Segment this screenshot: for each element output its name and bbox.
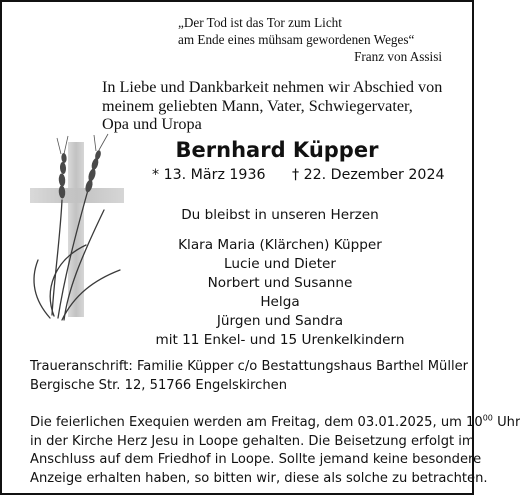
- notice-line: Anschluss auf dem Friedhof in Loope. Sollte jemand keine besondere: [30, 452, 482, 467]
- quote-line: „Der Tod ist das Tor zum Licht: [178, 15, 342, 30]
- mourner-line: Helga: [260, 294, 300, 310]
- mourning-address: [30, 358, 470, 395]
- mourner-line: mit 11 Enkel- und 15 Urenkelkindern: [155, 332, 405, 348]
- intro-line: In Liebe und Dankbarkeit nehmen wir Abschied von: [102, 78, 443, 96]
- deceased-name: Bernhard Küpper: [175, 138, 379, 162]
- funeral-notice: [30, 413, 520, 488]
- birth-date: * 13. März 1936: [152, 167, 266, 183]
- address-line: Bergische Str. 12, 51766 Engelskirchen: [30, 377, 287, 393]
- notice-line: in der Kirche Herz Jesu in Loope gehalten. Die Beisetzung erfolgt im: [30, 433, 475, 449]
- quote-author: Franz von Assisi: [354, 49, 442, 64]
- mourner-line: Jürgen und Sandra: [216, 313, 344, 329]
- mourner-line: Klara Maria (Klärchen) Küpper: [178, 237, 382, 253]
- notice-line: [30, 413, 520, 433]
- address-line: Traueranschrift: Familie Küpper c/o Bestattungshaus Barthel Müller: [30, 359, 469, 374]
- intro-line: Opa und Uropa: [102, 115, 202, 133]
- notice-line: Anzeige erhalten haben, so bitten wir, diese als solche zu betrachten.: [30, 470, 488, 486]
- notice-text: Uhr: [492, 415, 520, 430]
- quote: [178, 14, 442, 65]
- mourner-line: Lucie und Dieter: [224, 256, 336, 272]
- intro-text: [102, 78, 462, 134]
- cross-with-wheat-icon: [24, 130, 134, 330]
- motto: Du bleibst in unseren Herzen: [181, 207, 379, 223]
- intro-line: meinem geliebten Mann, Vater, Schwiegervater,: [102, 96, 413, 115]
- mourner-line: Norbert und Susanne: [207, 275, 353, 291]
- death-date: † 22. Dezember 2024: [292, 167, 445, 183]
- notice-text: Die feierlichen Exequien werden am Freitag, dem 03.01.2025, um 10: [30, 415, 483, 430]
- mourners-list: [122, 236, 438, 350]
- notice-time-superscript: 00: [482, 413, 493, 423]
- quote-line: am Ende eines mühsam gewordenen Weges“: [178, 32, 415, 47]
